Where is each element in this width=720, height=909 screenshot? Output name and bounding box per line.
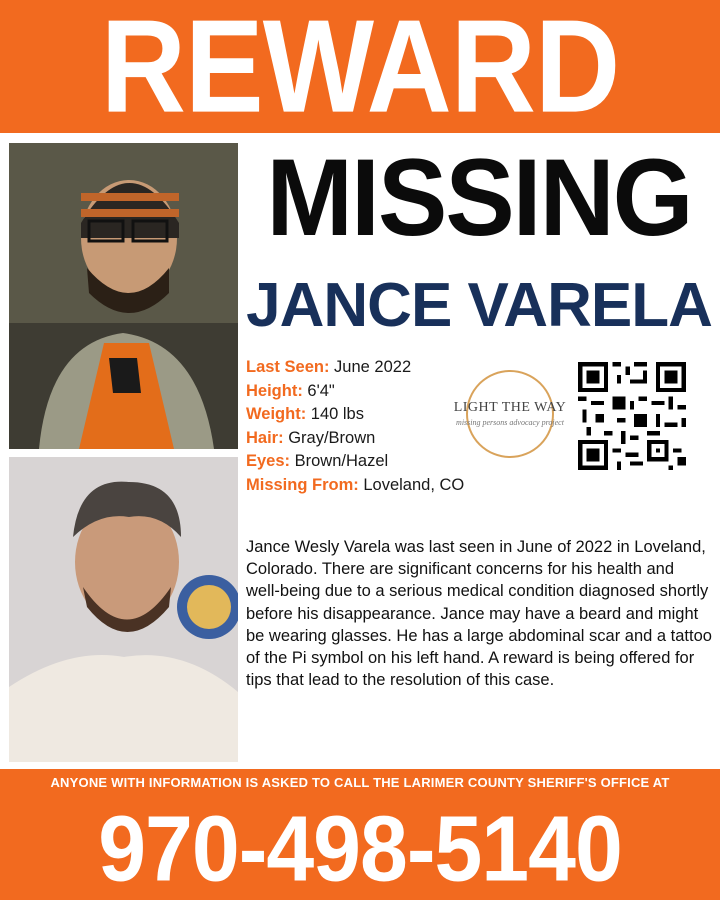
photo-beanie-scarf [9,143,238,449]
fact-value: June 2022 [334,358,412,376]
fact-value: 6'4" [307,381,335,400]
reward-heading: REWARD [100,0,620,141]
fact-value: Gray/Brown [288,428,376,447]
qr-code[interactable] [576,362,688,470]
photo-smiling-illustration [9,457,238,762]
light-the-way-logo [448,370,572,466]
missing-heading: MISSING [266,137,692,260]
fact-value: Loveland, CO [363,475,465,494]
case-description: Jance Wesly Varela was last seen in June of 2022 in Loveland, Colorado. There are significant concerns for his health and well-being due to a serious medical condition diagnosed shortly before his disappearance. Jance may have a beard and might be wearing glasses. He has a large abdominal scar and a tattoo of the Pi symbol on his left hand. A reward is being offered for tips that lead to the resolution of this case. [246,538,712,690]
fact-missing-from [246,474,566,498]
fact-label: Height: [246,381,303,400]
call-instructions: ANYONE WITH INFORMATION IS ASKED TO CALL THE LARIMER COUNTY SHERIFF'S OFFICE AT [50,775,670,790]
fact-value: Brown/Hazel [294,452,389,470]
fact-label: Last Seen: [246,358,330,376]
logo-subtitle: missing persons advocacy project [456,418,564,427]
logo-title: LIGHT THE WAY [453,400,567,415]
fact-label: Eyes: [246,452,291,470]
person-name: JANCE VARELA [246,271,712,340]
photo-beanie-scarf-illustration [9,143,238,449]
fact-label: Weight: [246,405,307,423]
photo-smiling [9,457,238,762]
qr-code-icon [576,362,688,470]
fact-label: Hair: [246,428,284,447]
phone-number[interactable]: 970-498-5140 [98,797,622,902]
fact-value: 140 lbs [310,405,364,423]
fact-label: Missing From: [246,475,359,494]
